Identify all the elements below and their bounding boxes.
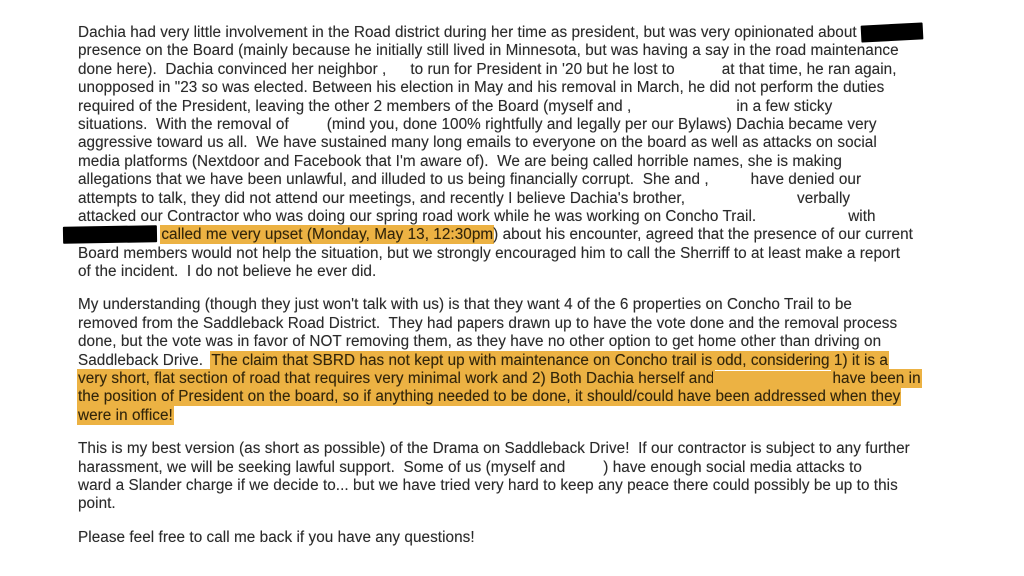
letter-document bbox=[78, 24, 968, 562]
text-run: have denied our bbox=[750, 171, 862, 189]
text-run: ) about his encounter, agreed that the presence of our current bbox=[493, 226, 913, 244]
text-line bbox=[78, 333, 968, 351]
text-line bbox=[78, 226, 968, 244]
text-run: My understanding (though they just won't talk with us) is that they want 4 of the 6 properties on Concho Trail to be bbox=[78, 296, 852, 314]
redacted-name-gap bbox=[756, 220, 848, 221]
text-run: removed from the Saddleback Road District. They had papers drawn up to have the vote done and the removal process bbox=[78, 314, 898, 332]
redacted-name-gap bbox=[565, 471, 603, 472]
text-run: aggressive toward us all. We have sustained many long emails to everyone on the board as well as attacks on social bbox=[78, 134, 877, 152]
text-line bbox=[78, 61, 968, 79]
text-run: of the incident. I do not believe he ever did. bbox=[78, 263, 377, 281]
paragraph bbox=[78, 24, 968, 281]
text-line bbox=[78, 495, 968, 513]
text-line bbox=[78, 529, 968, 547]
text-run: at that time, he ran again, bbox=[721, 60, 897, 78]
text-line bbox=[78, 153, 968, 171]
text-line bbox=[78, 263, 968, 281]
text-run: with bbox=[848, 207, 876, 225]
text-run: Dachia had very little involvement in the Road district during her time as president, but was very opinionated about bbox=[78, 24, 862, 41]
text-line bbox=[78, 477, 968, 495]
text-line bbox=[78, 440, 968, 458]
text-line bbox=[78, 407, 968, 425]
redacted-name-gap bbox=[685, 202, 797, 203]
text-run: (mind you, done 100% rightfully and legally per our Bylaws) Dachia became very bbox=[326, 115, 877, 133]
text-line bbox=[78, 24, 968, 42]
text-run: Please feel free to call me back if you have any questions! bbox=[78, 528, 475, 546]
redacted-name-gap-highlighted bbox=[714, 372, 832, 386]
text-run: done here). Dachia convinced her neighbor , bbox=[78, 60, 387, 78]
text-run: point. bbox=[78, 495, 116, 513]
paragraph bbox=[78, 529, 968, 547]
text-line bbox=[78, 388, 968, 406]
redacted-name-gap bbox=[289, 128, 327, 129]
text-run: allegations that we have been unlawful, and illuded to us being financially corrupt. She and , bbox=[78, 171, 709, 189]
redacted-name-gap bbox=[709, 183, 751, 184]
text-run: situations. With the removal of bbox=[78, 115, 289, 133]
highlighted-text: The claim that SBRD has not kept up with maintenance on Concho trail is odd, considering 1) it is a bbox=[211, 351, 888, 369]
highlighted-text: very short, flat section of road that requires very minimal work and 2) Both Dachia herself and bbox=[78, 370, 715, 388]
highlighted-text: called me very upset (Monday, May 13, 12:30pm bbox=[161, 226, 494, 244]
paragraph bbox=[78, 440, 968, 514]
text-line bbox=[78, 245, 968, 263]
highlighted-text: have been in bbox=[832, 370, 921, 388]
text-line bbox=[78, 134, 968, 152]
text-run: Board members would not help the situation, but we strongly encouraged him to call the Sherriff to at least make a report bbox=[78, 244, 901, 262]
text-line bbox=[78, 208, 968, 226]
text-line bbox=[78, 370, 968, 388]
redaction-bar bbox=[861, 22, 924, 42]
text-line bbox=[78, 116, 968, 134]
text-run: harassment, we will be seeking lawful support. Some of us (myself and bbox=[78, 458, 566, 476]
text-run: ward a Slander charge if we decide to... but we have tried very hard to keep any peace there could possibly be up to this bbox=[78, 476, 898, 494]
text-run: verbally bbox=[797, 189, 851, 207]
text-run: attacked our Contractor who was doing our spring road work while he was working on Concho Trail. bbox=[78, 207, 757, 225]
text-line bbox=[78, 459, 968, 477]
text-run: media platforms (Nextdoor and Facebook that I'm aware of). We are being called horrible names, she is making bbox=[78, 152, 842, 170]
text-line bbox=[78, 98, 968, 116]
redaction-bar bbox=[63, 225, 157, 244]
highlighted-text: the position of President on the board, so if anything needed to be done, it should/could have been addressed when they bbox=[78, 388, 901, 406]
text-run: presence on the Board (mainly because he initially still lived in Minnesota, but was having a say in the road maintenance bbox=[78, 42, 899, 60]
text-run: in a few sticky bbox=[736, 97, 833, 115]
text-line bbox=[78, 315, 968, 333]
redacted-name-gap bbox=[386, 73, 410, 74]
text-run: done, but the vote was in favor of NOT removing them, as they have no other option to get home other than driving on bbox=[78, 333, 882, 351]
text-line bbox=[78, 352, 968, 370]
text-run: to run for President in '20 but he lost to bbox=[410, 60, 675, 78]
text-run: required of the President, leaving the other 2 members of the Board (myself and , bbox=[78, 97, 632, 115]
text-line bbox=[78, 171, 968, 189]
text-line bbox=[78, 79, 968, 97]
redacted-name-gap bbox=[675, 73, 722, 74]
redacted-name-gap bbox=[631, 110, 736, 111]
text-run: Saddleback Drive. bbox=[78, 351, 212, 369]
paragraph bbox=[78, 296, 968, 425]
text-line bbox=[78, 190, 968, 208]
text-run: unopposed in "23 so was elected. Between his election in May and his removal in March, he did not perform the duties bbox=[78, 79, 885, 97]
text-run: This is my best version (as short as possible) of the Drama on Saddleback Drive! If our contractor is subject to any further bbox=[78, 440, 910, 458]
text-line bbox=[78, 42, 968, 60]
text-run: ) have enough social media attacks to bbox=[603, 458, 862, 476]
text-run: attempts to talk, they did not attend our meetings, and recently I believe Dachia's brother, bbox=[78, 189, 685, 207]
text-line bbox=[78, 296, 968, 314]
highlighted-text: were in office! bbox=[78, 406, 173, 424]
